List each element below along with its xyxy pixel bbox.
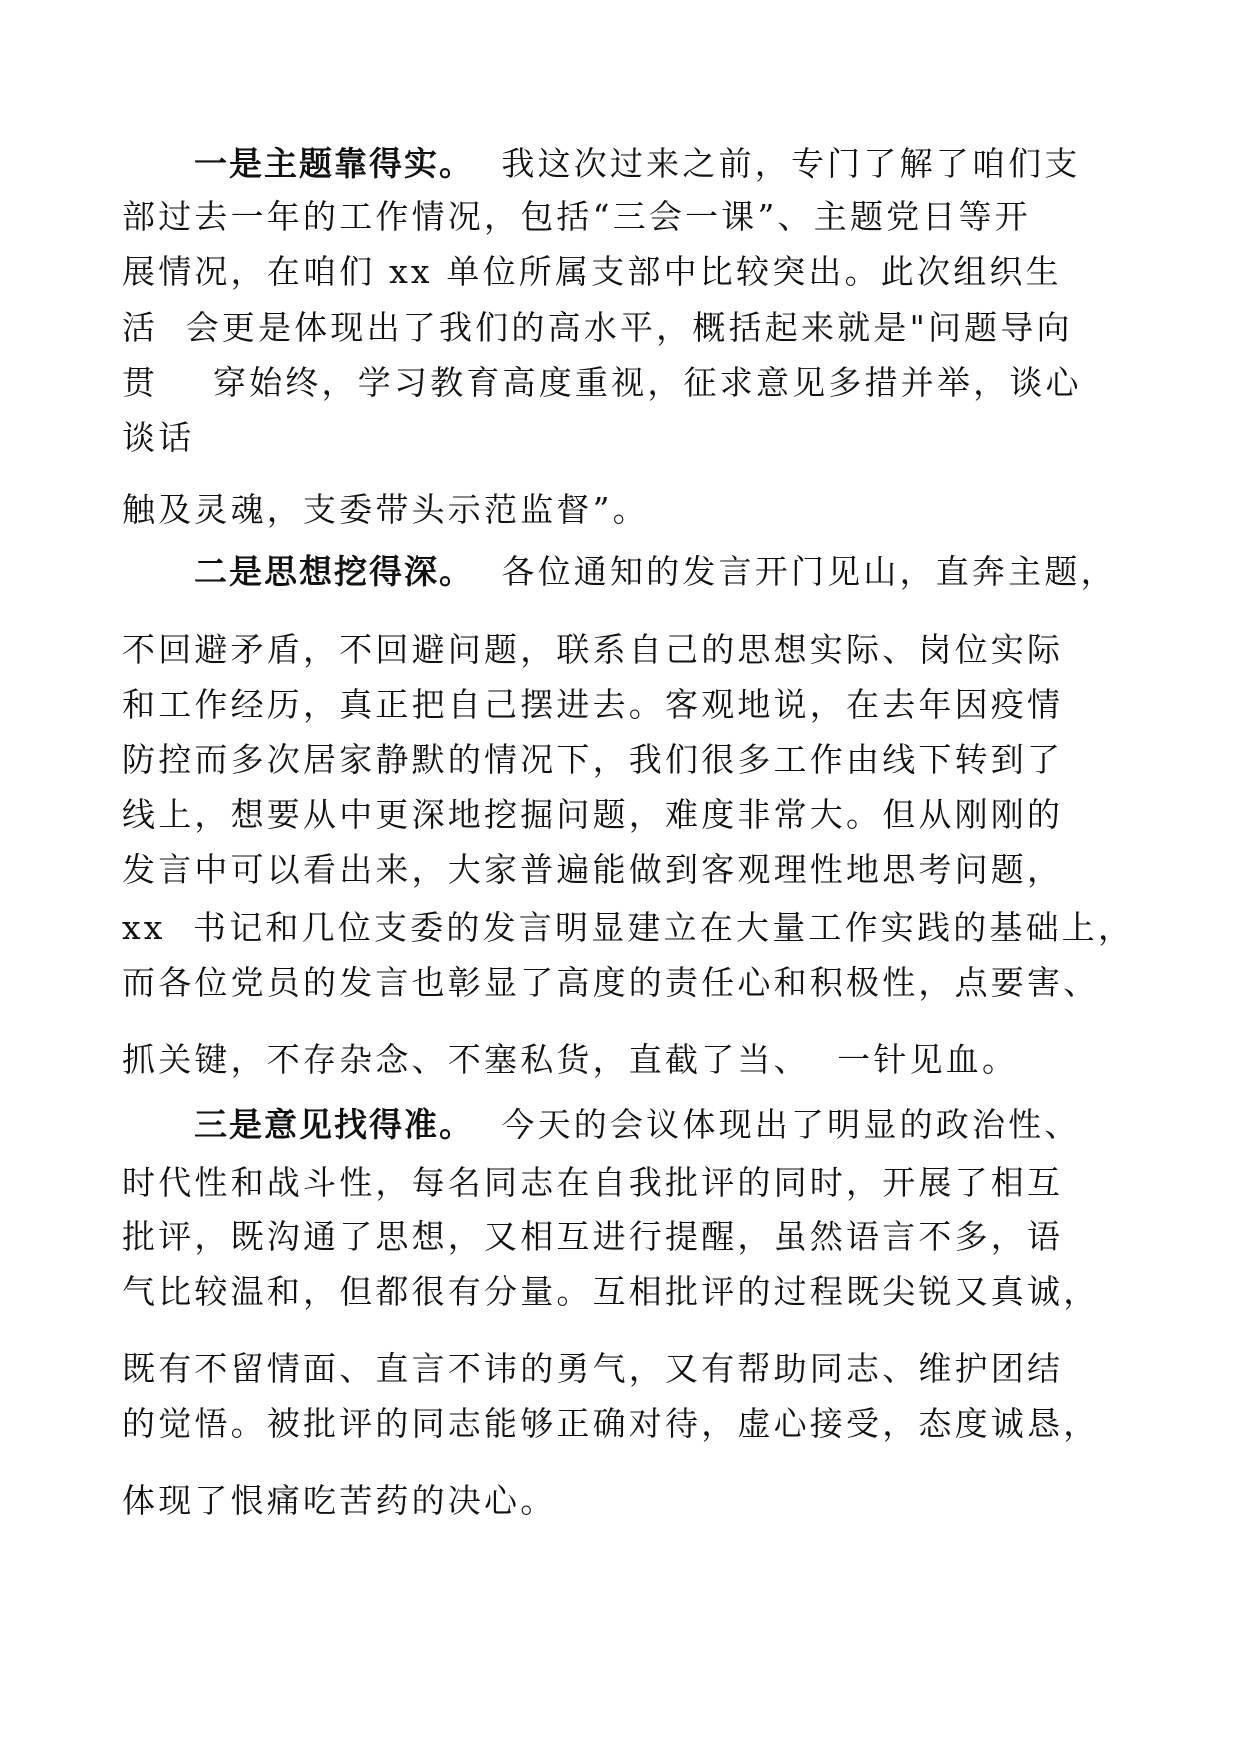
paragraph-1-line-4: 活 会更是体现出了我们的高水平，概括起来就是"问题导向	[122, 308, 1073, 347]
paragraph-1-line-5: 贯 穿始终，学习教育高度重视，征求意见多措并举，谈心	[122, 363, 1082, 402]
paragraph-1-text: 我这次过来之前，专门了解了咱们支	[474, 144, 1081, 183]
paragraph-3-line-4: 气比较温和，但都很有分量。互相批评的过程既尖锐又真诚，	[122, 1272, 1100, 1311]
paragraph-3-line-5: 既有不留情面、直言不讳的勇气，又有帮助同志、维护团结	[122, 1349, 1064, 1388]
paragraph-3-text: 今天的会议体现出了明显的政治性、	[474, 1105, 1081, 1144]
paragraph-3-line-2: 时代性和战斗性，每名同志在自我批评的同时，开展了相互	[122, 1163, 1064, 1202]
paragraph-1-line-7: 触及灵魂，支委带头示范监督”。	[122, 490, 649, 529]
paragraph-2-lead: 二是思想挖得深。	[194, 552, 474, 591]
paragraph-2-line-8: 而各位党员的发言也彰显了高度的责任心和积极性，点要害、	[122, 963, 1100, 1002]
paragraph-2-line-6: 发言中可以看出来，大家普遍能做到客观理性地思考问题，	[122, 850, 1064, 889]
paragraph-3-line-3: 批评，既沟通了思想，又相互进行提醒，虽然语言不多，语	[122, 1217, 1064, 1256]
paragraph-1-line-1	[194, 142, 1081, 186]
paragraph-2-line-5: 线上，想要从中更深地挖掘问题，难度非常大。但从刚刚的	[122, 795, 1064, 834]
paragraph-1-line-6: 谈话	[122, 418, 195, 457]
paragraph-2-line-7: xx 书记和几位支委的发言明显建立在大量工作实践的基础上，	[122, 908, 1135, 947]
paragraph-2-line-9: 抓关键，不存杂念、不塞私货，直截了当、 一针见血。	[122, 1040, 1019, 1079]
paragraph-3-line-6: 的觉悟。被批评的同志能够正确对待，虚心接受，态度诚恳，	[122, 1404, 1100, 1443]
paragraph-1-line-3: 展情况，在咱们 xx 单位所属支部中比较突出。此次组织生	[122, 252, 1062, 291]
paragraph-1-lead: 一是主题靠得实。	[194, 144, 474, 183]
paragraph-2-line-3: 和工作经历，真正把自己摆进去。客观地说，在去年因疫情	[122, 685, 1064, 724]
paragraph-1-line-2: 部过去一年的工作情况，包括“三会一课”、主题党日等开	[122, 197, 1031, 236]
paragraph-3-line-1	[194, 1103, 1081, 1147]
paragraph-3-line-7: 体现了恨痛吃苦药的决心。	[122, 1481, 557, 1520]
paragraph-3-lead: 三是意见找得准。	[194, 1105, 474, 1144]
paragraph-2-line-1	[194, 550, 1117, 594]
paragraph-2-line-2: 不回避矛盾，不回避问题，联系自己的思想实际、岗位实际	[122, 630, 1064, 669]
paragraph-2-text: 各位通知的发言开门见山，直奔主题，	[474, 552, 1117, 591]
paragraph-2-line-4: 防控而多次居家静默的情况下，我们很多工作由线下转到了	[122, 740, 1064, 779]
